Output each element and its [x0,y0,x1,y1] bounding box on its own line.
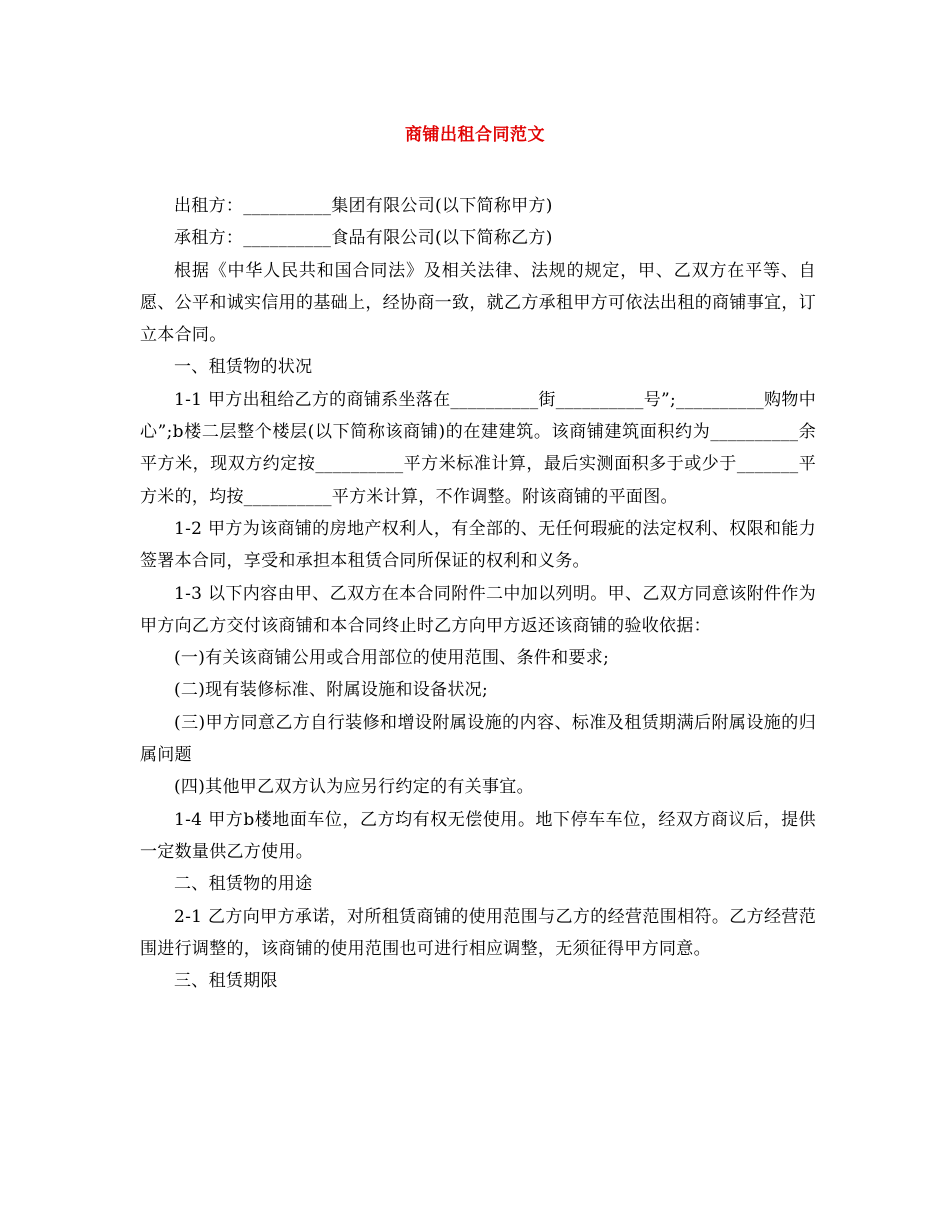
clause-1-3-item-4: (四)其他甲乙双方认为应另行约定的有关事宜。 [174,777,534,798]
lessee-line: 承租方：__________食品有限公司(以下简称乙方) [174,228,553,249]
document-title: 商铺出租合同范文 [405,125,545,145]
clause-1-3-item-3: (三)甲方同意乙方自行装修和增设附属设施的内容、标准及租赁期满后附属设施的归属问题 [140,712,816,766]
section-heading-2: 二、租赁物的用途 [174,874,313,895]
lessor-line: 出租方：__________集团有限公司(以下简称甲方) [174,196,553,216]
document-body [140,190,816,997]
clause-1-1: 1-1 甲方出租给乙方的商铺系坐落在__________街__________号”;__________购物中心”;b楼二层整个楼层(以下简称该商铺)的在建建筑。该商铺建筑面积约为__________余平方米，现双方约定按__________平方米标准计算，最后实测面积多于或少于_______平方米的，均按__________平方米计算，不作调整。附该商铺的平面图。 [140,389,816,507]
clause-1-2: 1-2 甲方为该商铺的房地产权利人，有全部的、无任何瑕疵的法定权利、权限和能力签署本合同，享受和承担本租赁合同所保证的权利和义务。 [140,518,816,572]
clause-1-3-item-2: (二)现有装修标准、附属设施和设备状况; [174,680,488,701]
section-heading-1: 一、租赁物的状况 [174,357,313,378]
clause-2-1: 2-1 乙方向甲方承诺，对所租赁商铺的使用范围与乙方的经营范围相符。乙方经营范围进行调整的，该商铺的使用范围也可进行相应调整，无须征得甲方同意。 [140,906,816,959]
preamble-paragraph: 根据《中华人民共和国合同法》及相关法律、法规的规定，甲、乙双方在平等、自愿、公平和诚实信用的基础上，经协商一致，就乙方承租甲方可依法出租的商铺事宜，订立本合同。 [140,260,816,346]
clause-1-3-item-1: (一)有关该商铺公用或合用部位的使用范围、条件和要求; [174,648,610,669]
clause-1-3: 1-3 以下内容由甲、乙双方在本合同附件二中加以列明。甲、乙双方同意该附件作为甲方向乙方交付该商铺和本合同终止时乙方向甲方返还该商铺的验收依据： [140,583,816,636]
clause-1-4: 1-4 甲方b楼地面车位，乙方均有权无偿使用。地下停车车位，经双方商议后，提供一定数量供乙方使用。 [140,809,816,862]
section-heading-3: 三、租赁期限 [174,971,278,992]
